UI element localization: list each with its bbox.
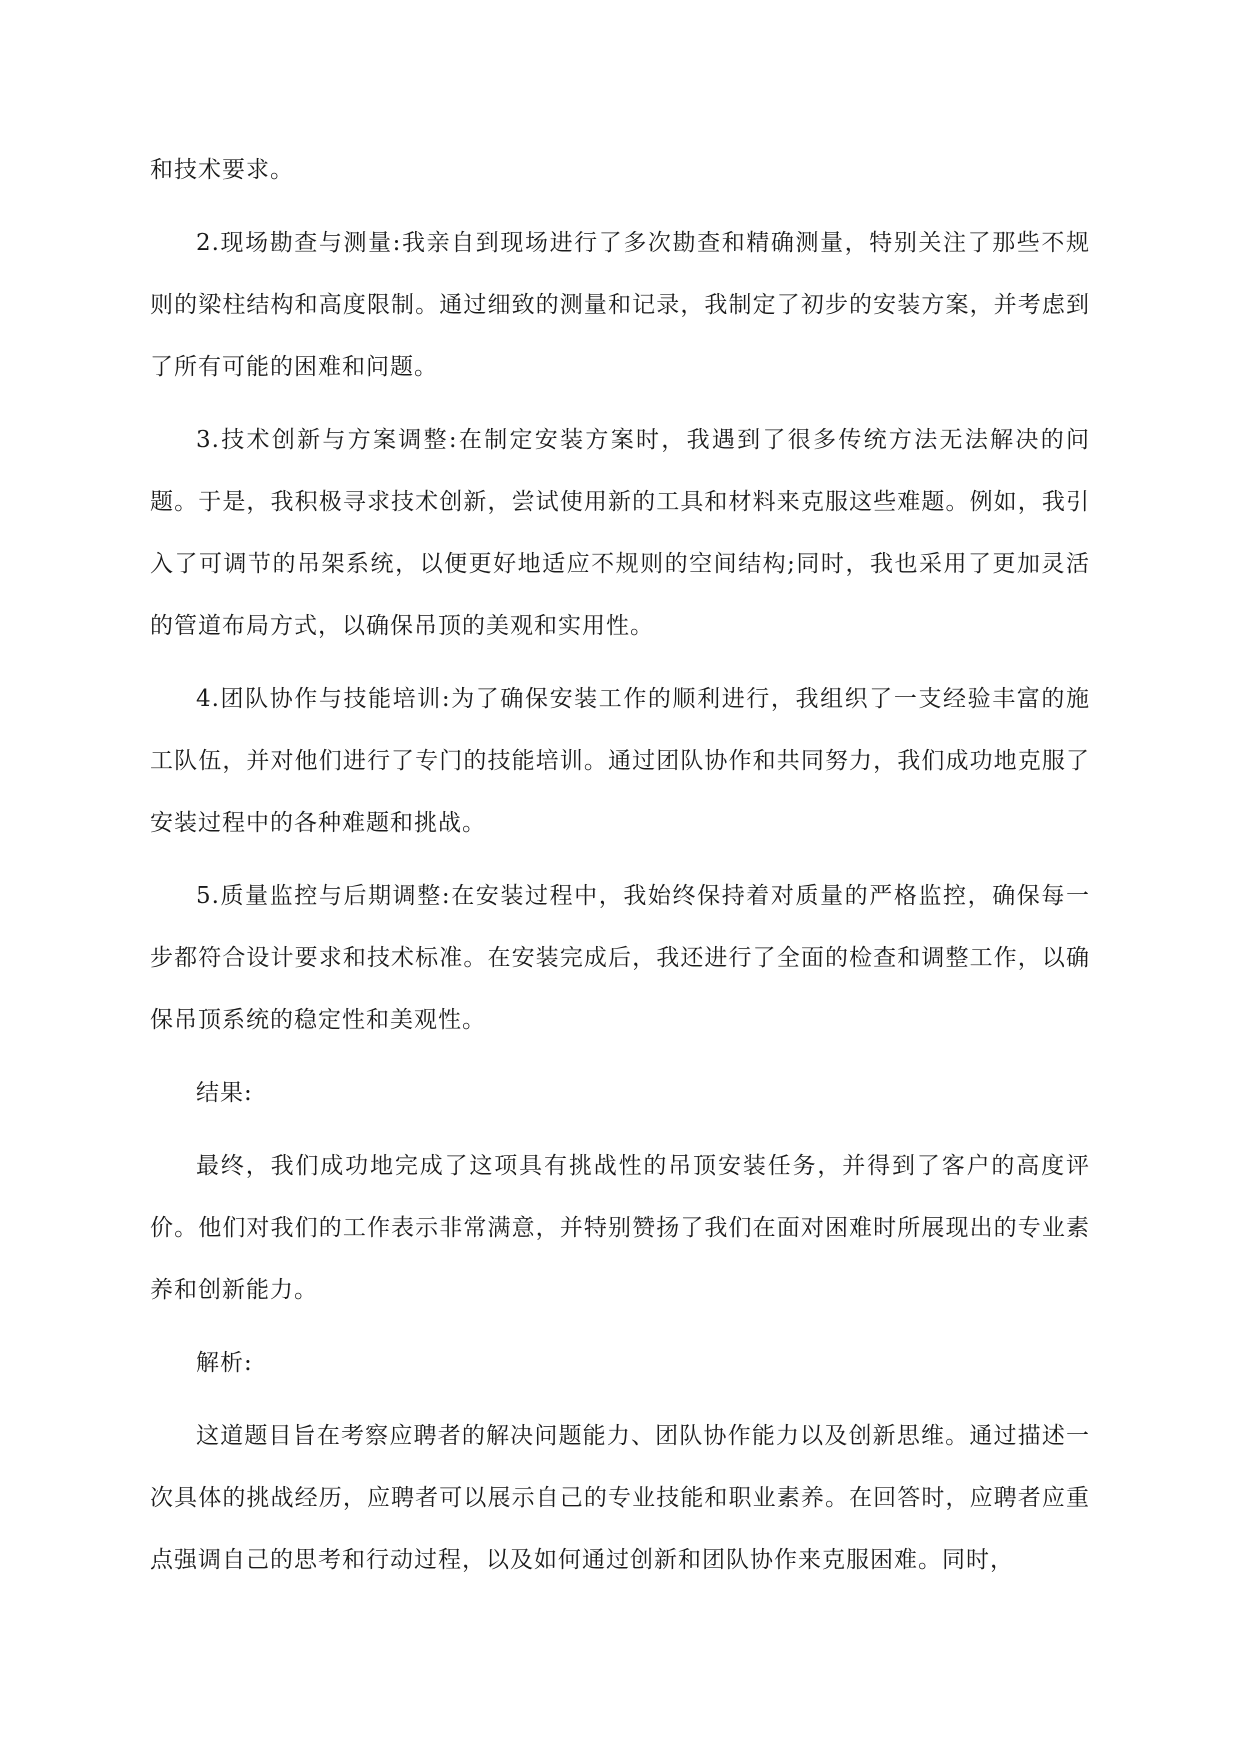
paragraph-result: 最终，我们成功地完成了这项具有挑战性的吊顶安装任务，并得到了客户的高度评价。他们对我们的工作表示非常满意，并特别赞扬了我们在面对困难时所展现出的专业素养和创新能力。	[150, 1153, 1090, 1303]
document-body	[150, 139, 1090, 1602]
paragraph-site-survey: 2.现场勘查与测量:我亲自到现场进行了多次勘查和精确测量，特别关注了那些不规则的梁柱结构和高度限制。通过细致的测量和记录，我制定了初步的安装方案，并考虑到了所有可能的困难和问题。	[150, 230, 1090, 380]
paragraph-continuation: 和技术要求。	[150, 157, 294, 183]
paragraph-quality-control: 5.质量监控与后期调整:在安装过程中，我始终保持着对质量的严格监控，确保每一步都符合设计要求和技术标准。在安装完成后，我还进行了全面的检查和调整工作，以确保吊顶系统的稳定性和美观性。	[150, 883, 1090, 1033]
paragraph-analysis: 这道题目旨在考察应聘者的解决问题能力、团队协作能力以及创新思维。通过描述一次具体的挑战经历，应聘者可以展示自己的专业技能和职业素养。在回答时，应聘者应重点强调自己的思考和行动过程，以及如何通过创新和团队协作来克服困难。同时，	[150, 1423, 1090, 1573]
heading-result: 结果:	[196, 1080, 253, 1106]
heading-analysis: 解析:	[196, 1350, 253, 1376]
paragraph-teamwork: 4.团队协作与技能培训:为了确保安装工作的顺利进行，我组织了一支经验丰富的施工队伍，并对他们进行了专门的技能培训。通过团队协作和共同努力，我们成功地克服了安装过程中的各种难题和挑战。	[150, 686, 1090, 836]
paragraph-tech-innovation: 3.技术创新与方案调整:在制定安装方案时，我遇到了很多传统方法无法解决的问题。于是，我积极寻求技术创新，尝试使用新的工具和材料来克服这些难题。例如，我引入了可调节的吊架系统，以便更好地适应不规则的空间结构;同时，我也采用了更加灵活的管道布局方式，以确保吊顶的美观和实用性。	[150, 427, 1090, 639]
